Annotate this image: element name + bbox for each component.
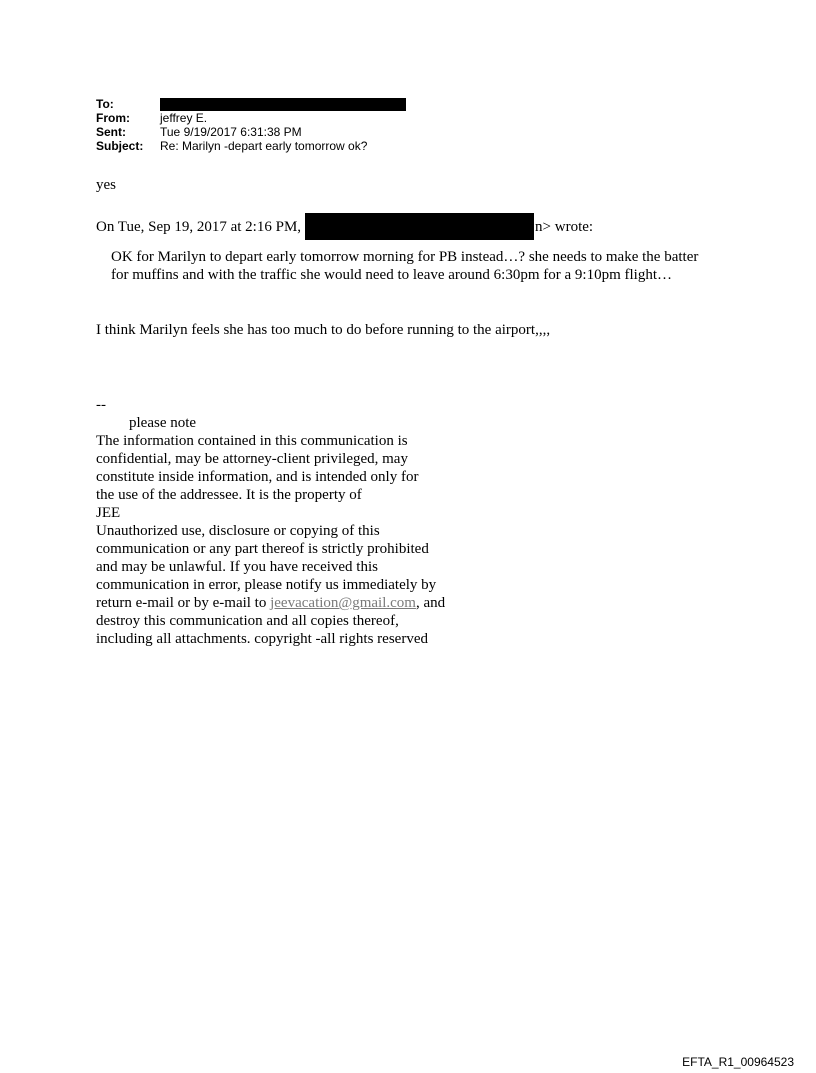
quote-attribution <box>96 213 593 240</box>
disclaimer-text: , and <box>415 595 446 611</box>
disclaimer-text: return e-mail or by e-mail to <box>96 595 271 611</box>
quoted-message: OK for Marilyn to depart early tomorrow morning for PB instead…? she needs to make the batter for muffins and with the traffic she would need to leave around 6:30pm for a 9:10pm flight… <box>111 249 699 283</box>
sent-row <box>96 125 406 139</box>
disclaimer-line-email <box>96 594 476 612</box>
to-redaction <box>160 98 406 111</box>
attribution-suffix: n> wrote: <box>535 218 594 235</box>
subject-label: Subject: <box>96 139 144 153</box>
disclaimer-line: communication in error, please notify us immediately by <box>96 577 437 593</box>
email-link[interactable]: jeevacation@gmail.com <box>270 595 416 611</box>
document-id: EFTA_R1_00964523 <box>682 1055 794 1069</box>
disclaimer-line: constitute inside information, and is intended only for <box>96 469 419 485</box>
disclaimer-line: confidential, may be attorney-client privileged, may <box>96 451 408 467</box>
sender-redaction <box>305 213 534 240</box>
from-row <box>96 111 406 125</box>
reply-text: yes <box>96 177 116 193</box>
disclaimer-line: The information contained in this communication is <box>96 433 408 449</box>
from-value: jeffrey E. <box>160 111 208 125</box>
subject-row <box>96 139 406 153</box>
email-header <box>96 97 406 153</box>
disclaimer-line: communication or any part thereof is strictly prohibited <box>96 541 429 557</box>
sent-label: Sent: <box>96 125 126 139</box>
to-row <box>96 97 406 111</box>
sent-value: Tue 9/19/2017 6:31:38 PM <box>160 125 302 139</box>
to-label: To: <box>96 97 114 111</box>
disclaimer-line: Unauthorized use, disclosure or copying of this <box>96 523 380 539</box>
subject-value: Re: Marilyn -depart early tomorrow ok? <box>160 139 368 153</box>
signature-dashes: -- <box>96 397 106 413</box>
disclaimer-line: the use of the addressee. It is the property of <box>96 487 362 503</box>
disclaimer-line: and may be unlawful. If you have received this <box>96 559 378 575</box>
disclaimer-line: including all attachments. copyright -all rights reserved <box>96 631 428 647</box>
quoted-extra-line: I think Marilyn feels she has too much to do before running to the airport,,,, <box>96 322 551 338</box>
from-label: From: <box>96 111 130 125</box>
please-note: please note <box>129 415 197 431</box>
attribution-prefix: On Tue, Sep 19, 2017 at 2:16 PM, <box>96 218 302 235</box>
disclaimer-line: JEE <box>96 505 121 521</box>
disclaimer-line: destroy this communication and all copies thereof, <box>96 613 399 629</box>
signature-disclaimer <box>96 396 476 648</box>
